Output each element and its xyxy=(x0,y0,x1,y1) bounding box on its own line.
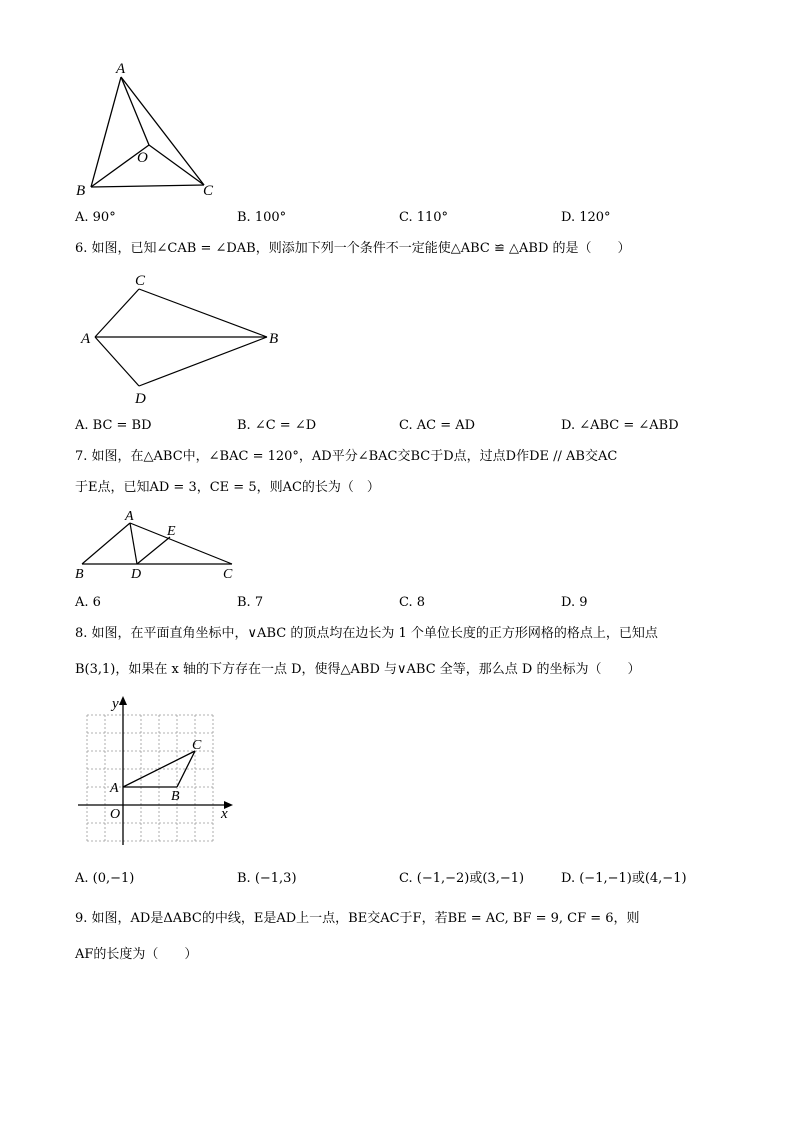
q6-option-d: D. ∠ABC = ∠ABD xyxy=(561,418,679,433)
q7-option-a: A. 6 xyxy=(75,595,101,610)
q9-stem-line-1: 9. 如图，AD是ΔABC的中线，E是AD上一点，BE交AC于F，若BE = AC, BF = 9, CF = 6，则 xyxy=(75,911,640,926)
q6-label-a: A xyxy=(81,331,91,347)
q8-option-a: A. (0,−1) xyxy=(75,871,135,886)
q8-label-b: B xyxy=(171,789,180,804)
q6-segment-ac xyxy=(95,289,139,337)
q7-segment-de xyxy=(137,537,170,564)
q8-option-d: D. (−1,−1)或(4,−1) xyxy=(561,871,687,886)
q8-label-c: C xyxy=(192,738,202,753)
q8-label-a: A xyxy=(110,781,119,796)
q7-option-d: D. 9 xyxy=(561,595,588,610)
q7-option-c: C. 8 xyxy=(399,595,426,610)
q5-option-b: B. 100° xyxy=(237,210,287,225)
q5-segment-bc xyxy=(91,185,204,187)
q5-option-d: D. 120° xyxy=(561,210,611,225)
q7-segment-ad xyxy=(130,523,137,564)
q8-label-x: x xyxy=(221,806,228,822)
q5-segment-ab xyxy=(91,77,121,187)
q5-option-a: A. 90° xyxy=(75,210,116,225)
q9-stem-line-2: AF的长度为（ ） xyxy=(75,947,198,962)
q8-grid xyxy=(87,715,213,841)
q6-option-c: C. AC = AD xyxy=(399,418,476,433)
q7-label-b: B xyxy=(75,567,84,582)
q5-label-b: B xyxy=(76,183,86,199)
q7-label-e: E xyxy=(167,524,176,539)
q6-stem: 6. 如图，已知∠CAB = ∠DAB，则添加下列一个条件不一定能使△ABC ≌ △ABD 的是（ ） xyxy=(75,241,631,256)
q8-label-y: y xyxy=(112,696,119,712)
q7-figure xyxy=(70,506,245,584)
q7-label-d: D xyxy=(131,567,142,582)
q8-label-o: O xyxy=(110,807,121,822)
q6-label-c: C xyxy=(135,273,146,289)
q8-figure xyxy=(70,690,240,850)
q7-label-c: C xyxy=(223,567,233,582)
q5-figure xyxy=(70,55,230,205)
q5-segment-ao xyxy=(121,77,149,145)
q6-segment-db xyxy=(139,337,267,386)
q7-segment-ab xyxy=(82,523,130,564)
q6-label-d: D xyxy=(135,391,146,407)
q5-label-a: A xyxy=(116,61,126,77)
q7-label-a: A xyxy=(125,509,134,524)
q6-segment-ad xyxy=(95,337,139,386)
q8-option-c: C. (−1,−2)或(3,−1) xyxy=(399,871,525,886)
q5-segment-co xyxy=(149,145,204,185)
q6-option-b: B. ∠C = ∠D xyxy=(237,418,317,433)
q8-y-axis-arrow xyxy=(119,696,127,705)
q5-segment-ac xyxy=(121,77,204,185)
q6-option-a: A. BC = BD xyxy=(75,418,152,433)
q8-stem-line-2: B(3,1)，如果在 x 轴的下方存在一点 D，使得△ABD 与∨ABC 全等，那么点 D 的坐标为（ ） xyxy=(75,662,641,677)
q7-stem-line-1: 7. 如图，在△ABC中，∠BAC = 120°，AD平分∠BAC交BC于D点，过点D作DE // AB交AC xyxy=(75,449,618,464)
q6-label-b: B xyxy=(269,331,279,347)
q5-label-c: C xyxy=(203,183,214,199)
q6-figure xyxy=(75,265,295,407)
q5-label-o: O xyxy=(137,150,148,166)
q7-stem-line-2: 于E点，已知AD = 3，CE = 5，则AC的长为（ ） xyxy=(75,480,380,495)
q8-option-b: B. (−1,3) xyxy=(237,871,297,886)
q8-stem-line-1: 8. 如图，在平面直角坐标中，∨ABC 的顶点均在边长为 1 个单位长度的正方形网格的格点上，已知点 xyxy=(75,626,658,641)
q7-option-b: B. 7 xyxy=(237,595,264,610)
q5-option-c: C. 110° xyxy=(399,210,449,225)
q6-segment-cb xyxy=(139,289,267,337)
